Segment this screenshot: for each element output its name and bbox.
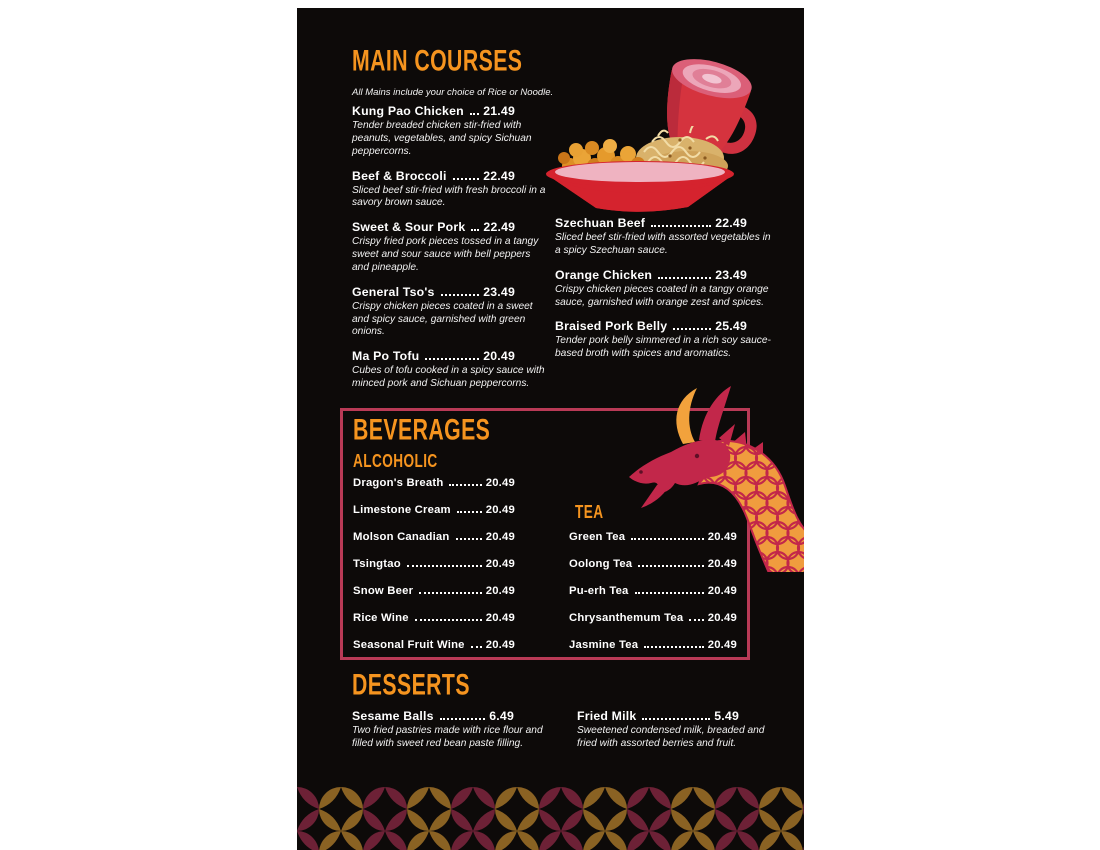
menu-item-orange-chicken [555,268,773,310]
item-name: Kung Pao Chicken [352,104,464,118]
beverage-row-seasonal-fruit-wine [353,639,515,651]
desserts-header [352,668,777,703]
menu-item-kung-pao-chicken [352,104,548,159]
item-price: 20.49 [485,531,515,543]
item-price: 20.49 [707,585,737,597]
item-name-row [352,349,515,363]
item-name: Ma Po Tofu [352,349,420,364]
item-name: Green Tea [569,531,626,543]
dot-leader [658,277,711,279]
item-name: Rice Wine [353,612,409,624]
menu-item-ma-po-tofu [352,349,548,391]
dot-leader [456,538,482,540]
dot-leader [441,294,480,296]
beverages-header [353,413,514,448]
item-name: Pu-erh Tea [569,585,629,597]
beverage-row-limestone-cream [353,504,515,516]
item-name: Orange Chicken [555,267,653,282]
dot-leader [673,328,711,330]
dot-leader [644,646,704,648]
item-description: Sweetened condensed milk, breaded and fried with assorted berries and fruit. [577,725,765,749]
item-price: 20.49 [485,612,515,624]
item-name: Dragon's Breath [353,477,444,489]
section-title-beverages: BEVERAGES [353,413,491,447]
item-name: Tsingtao [353,558,401,570]
noodle-plate-illustration [540,126,740,218]
beverage-row-rice-wine [353,612,515,624]
item-description: Tender breaded chicken stir-fried with peanuts, vegetables, and spicy Sichuan peppercorns. [352,120,532,157]
menu-item-beef-broccoli [352,169,548,211]
pattern-circles [297,787,804,850]
item-price: 20.49 [485,585,515,597]
dot-leader [449,484,481,486]
item-name: Jasmine Tea [569,639,639,651]
item-name: Oolong Tea [569,558,633,570]
item-name-row [555,268,747,282]
item-name: Sesame Balls [352,709,434,723]
item-name-row [555,216,747,230]
mains-right-column [555,216,773,371]
item-name: Chrysanthemum Tea [569,612,684,624]
desserts-section [352,668,777,751]
item-name: Beef & Broccoli [352,168,447,183]
dot-leader [407,565,482,567]
menu-item-braised-pork-belly [555,319,773,361]
alcoholic-list [353,477,515,666]
main-courses-header [352,44,552,79]
desserts-row [352,709,777,751]
menu-item-sesame-balls [352,709,552,751]
main-courses-subtitle: All Mains include your choice of Rice or Noodle. [352,87,554,98]
dot-leader [419,592,482,594]
item-name-row [352,169,515,183]
item-price: 20.49 [485,504,515,516]
beverage-row-pu-erh-tea [569,585,737,597]
item-price: 20.49 [707,531,737,543]
item-name: General Tso's [352,284,435,299]
item-price: 23.49 [715,267,747,282]
item-name: Sweet & Sour Pork [352,220,466,235]
dragon-illustration [627,382,804,572]
shippou-pattern [297,786,804,850]
section-title-desserts: DESSERTS [352,668,470,702]
item-description: Tender pork belly simmered in a rich soy sauce-based broth with spices and aromatics. [555,335,771,360]
dot-leader [471,646,482,648]
menu-item-fried-milk [577,709,777,751]
item-description: Cubes of tofu cooked in a spicy sauce with minced pork and Sichuan peppercorns. [352,365,545,390]
item-name: Fried Milk [577,709,637,723]
dot-leader [651,225,711,227]
item-price: 23.49 [483,284,515,299]
subsection-title-alcoholic: ALCOHOLIC [353,451,438,472]
dot-leader [453,178,480,180]
menu-item-sweet-sour-pork [352,220,548,275]
item-price: 5.49 [714,709,739,723]
item-name: Snow Beer [353,585,414,597]
item-name-row [352,285,515,299]
item-price: 21.49 [483,104,515,118]
item-price: 6.49 [489,709,514,723]
beverage-row-chrysanthemum-tea [569,612,737,624]
subsection-title-tea: TEA [575,502,604,523]
dot-leader [642,718,710,720]
beverage-row-jasmine-tea [569,639,737,651]
mains-left-column [352,104,548,401]
alcoholic-header [353,451,453,473]
menu-item-szechuan-beef [555,216,773,258]
item-description: Sliced beef stir-fried with fresh broccoli in a savory brown sauce. [352,184,546,209]
item-description: Crispy chicken pieces coated in a sweet and spicy sauce, garnished with green onions. [352,300,533,338]
item-price: 20.49 [707,558,737,570]
beverage-row-molson-canadian [353,531,515,543]
section-title-main-courses: MAIN COURSES [352,44,523,78]
item-description: Sliced beef stir-fried with assorted vegetables in a spicy Szechuan sauce. [555,232,771,256]
item-price: 20.49 [485,639,515,651]
dot-leader [440,718,486,720]
item-name-row [352,220,515,234]
item-description: Two fried pastries made with rice flour and filled with sweet red bean paste filling. [352,725,543,749]
item-description: Crispy fried pork pieces tossed in a tangy sweet and sour sauce with bell peppers and pineapple. [352,236,539,273]
item-price: 20.49 [485,477,515,489]
item-name: Limestone Cream [353,504,451,516]
dot-leader [415,619,482,621]
item-price: 20.49 [483,349,515,364]
item-price: 20.49 [485,558,515,570]
item-name-row [555,319,747,333]
dot-leader [471,229,479,231]
item-price: 25.49 [715,319,747,334]
item-price: 20.49 [707,639,737,651]
menu-page [297,8,804,850]
dot-leader [635,592,704,594]
dot-leader [470,113,479,115]
item-name-row [352,104,515,118]
dot-leader [425,358,479,360]
item-description: Crispy chicken pieces coated in a tangy orange sauce, garnished with orange zest and spices. [555,283,769,308]
item-name: Braised Pork Belly [555,319,668,334]
dot-leader [689,619,703,621]
item-price: 22.49 [715,216,747,230]
dot-leader [457,511,482,513]
item-name: Molson Canadian [353,531,450,543]
item-name-row [577,709,739,723]
item-price: 22.49 [483,168,515,183]
tea-header [575,502,609,524]
beverage-row-tsingtao [353,558,515,570]
menu-item-general-tsos [352,285,548,340]
item-price: 22.49 [483,220,516,235]
item-name: Szechuan Beef [555,216,646,230]
item-name: Seasonal Fruit Wine [353,639,465,651]
beverage-row-snow-beer [353,585,515,597]
beverage-row-dragons-breath [353,477,515,489]
item-name-row [352,709,514,723]
item-price: 20.49 [707,612,737,624]
